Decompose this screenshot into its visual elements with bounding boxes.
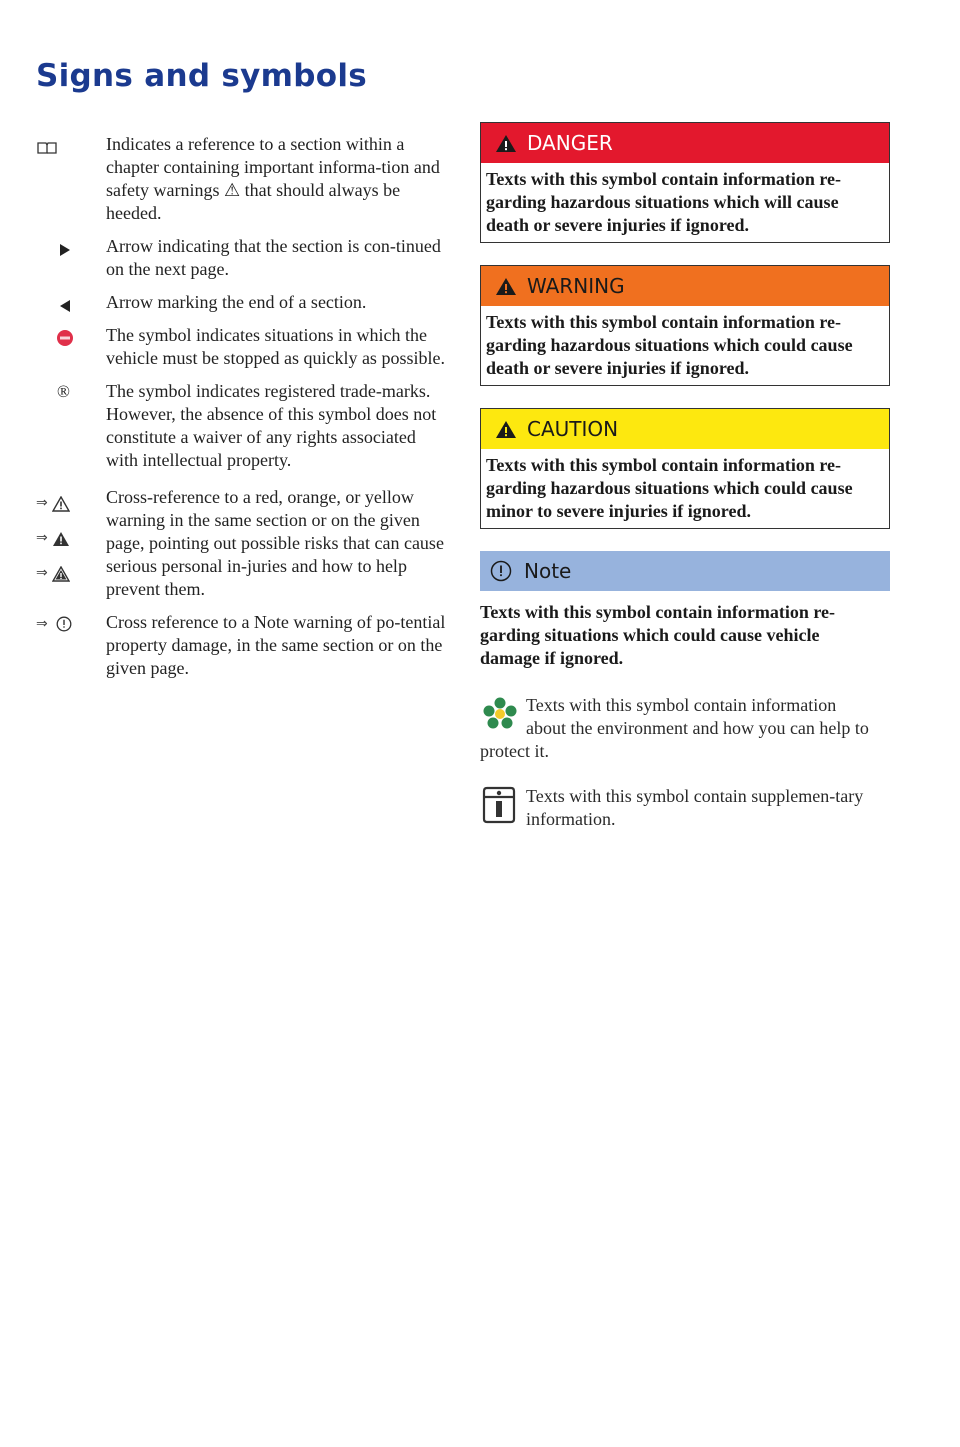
cross-reference-arrow: ⇒ xyxy=(36,530,48,546)
note-circle-icon xyxy=(56,616,72,632)
warning-label: WARNING xyxy=(527,274,625,298)
danger-text: Texts with this symbol contain information re-garding hazardous situations which will cause death or severe injuries if ignored. xyxy=(486,169,842,235)
note-text: Texts with this symbol contain information re-garding situations which could cause vehicle damage if ignored. xyxy=(480,602,836,668)
info-icon xyxy=(480,785,524,827)
warning-box xyxy=(480,265,890,386)
warning-triangle-icon xyxy=(495,277,517,296)
warning-triangle-orange-icon xyxy=(52,531,70,547)
cross-reference-warning-icon xyxy=(36,486,102,591)
symbol-entry-registered xyxy=(36,380,446,472)
environment-flower-icon xyxy=(480,694,524,736)
info-paragraph xyxy=(480,785,880,831)
symbol-entry-text: Cross-reference to a red, orange, or yellow warning in the same section or on the given page, pointing out possible risks that can cause serious personal in-juries and how to help prevent them. xyxy=(106,487,444,599)
symbol-entry-stop xyxy=(36,324,446,370)
danger-box xyxy=(480,122,890,243)
page-title: Signs and symbols xyxy=(36,58,368,94)
warning-triangle-icon xyxy=(495,420,517,439)
symbol-entry-text: Cross reference to a Note warning of po-tential property damage, in the same section or on the given page. xyxy=(106,612,446,678)
book-reference-icon xyxy=(36,133,102,156)
warning-triangle-icon xyxy=(495,134,517,153)
registered-icon xyxy=(36,380,102,403)
warning-header xyxy=(481,266,889,306)
caution-text: Texts with this symbol contain information re-garding hazardous situations which could cause minor to severe injuries if ignored. xyxy=(486,455,853,521)
arrow-right-icon xyxy=(36,235,102,258)
danger-label: DANGER xyxy=(527,131,613,155)
symbol-legend-list xyxy=(36,133,446,690)
symbol-entry-text: The symbol indicates registered trade-marks. However, the absence of this symbol does not constitute a waiver of any rights associated with intellectual property. xyxy=(106,381,437,470)
environment-paragraph xyxy=(480,694,880,763)
stop-icon xyxy=(36,324,102,347)
cross-reference-note-icon xyxy=(36,611,102,634)
warning-triangle-yellow-icon xyxy=(52,566,70,582)
note-label: Note xyxy=(524,559,572,583)
cross-reference-arrow: ⇒ xyxy=(36,495,48,511)
symbol-entry-end xyxy=(36,291,446,314)
info-text: Texts with this symbol contain supplemen-tary information. xyxy=(526,786,864,829)
note-circle-icon xyxy=(490,560,512,582)
symbol-entry-cross-reference-note xyxy=(36,611,446,680)
cross-reference-arrow: ⇒ xyxy=(36,565,48,581)
caution-label: CAUTION xyxy=(527,417,619,441)
environment-text: Texts with this symbol contain information about the environment and how you can help to protect it. xyxy=(480,695,869,761)
registered-symbol: ® xyxy=(57,382,70,401)
caution-header xyxy=(481,409,889,449)
warning-text: Texts with this symbol contain information re-garding hazardous situations which could cause death or severe injuries if ignored. xyxy=(486,312,853,378)
symbol-entry-reference xyxy=(36,133,446,225)
cross-reference-arrow: ⇒ xyxy=(36,616,48,632)
caution-box xyxy=(480,408,890,529)
arrow-left-icon xyxy=(36,291,102,314)
hazard-box-column xyxy=(480,122,890,831)
note-header xyxy=(480,551,890,591)
symbol-entry-text: Arrow marking the end of a section. xyxy=(106,292,367,312)
symbol-entry-text: Indicates a reference to a section within a chapter containing important informa-tion and safety warnings ⚠ that should always be heeded. xyxy=(106,134,440,223)
warning-triangle-red-icon xyxy=(52,496,70,512)
symbol-entry-cross-reference-warning xyxy=(36,486,446,601)
danger-header xyxy=(481,123,889,163)
symbol-entry-text: The symbol indicates situations in which the vehicle must be stopped as quickly as possible. xyxy=(106,325,445,368)
symbol-entry-continued xyxy=(36,235,446,281)
symbol-entry-text: Arrow indicating that the section is con-tinued on the next page. xyxy=(106,236,441,279)
